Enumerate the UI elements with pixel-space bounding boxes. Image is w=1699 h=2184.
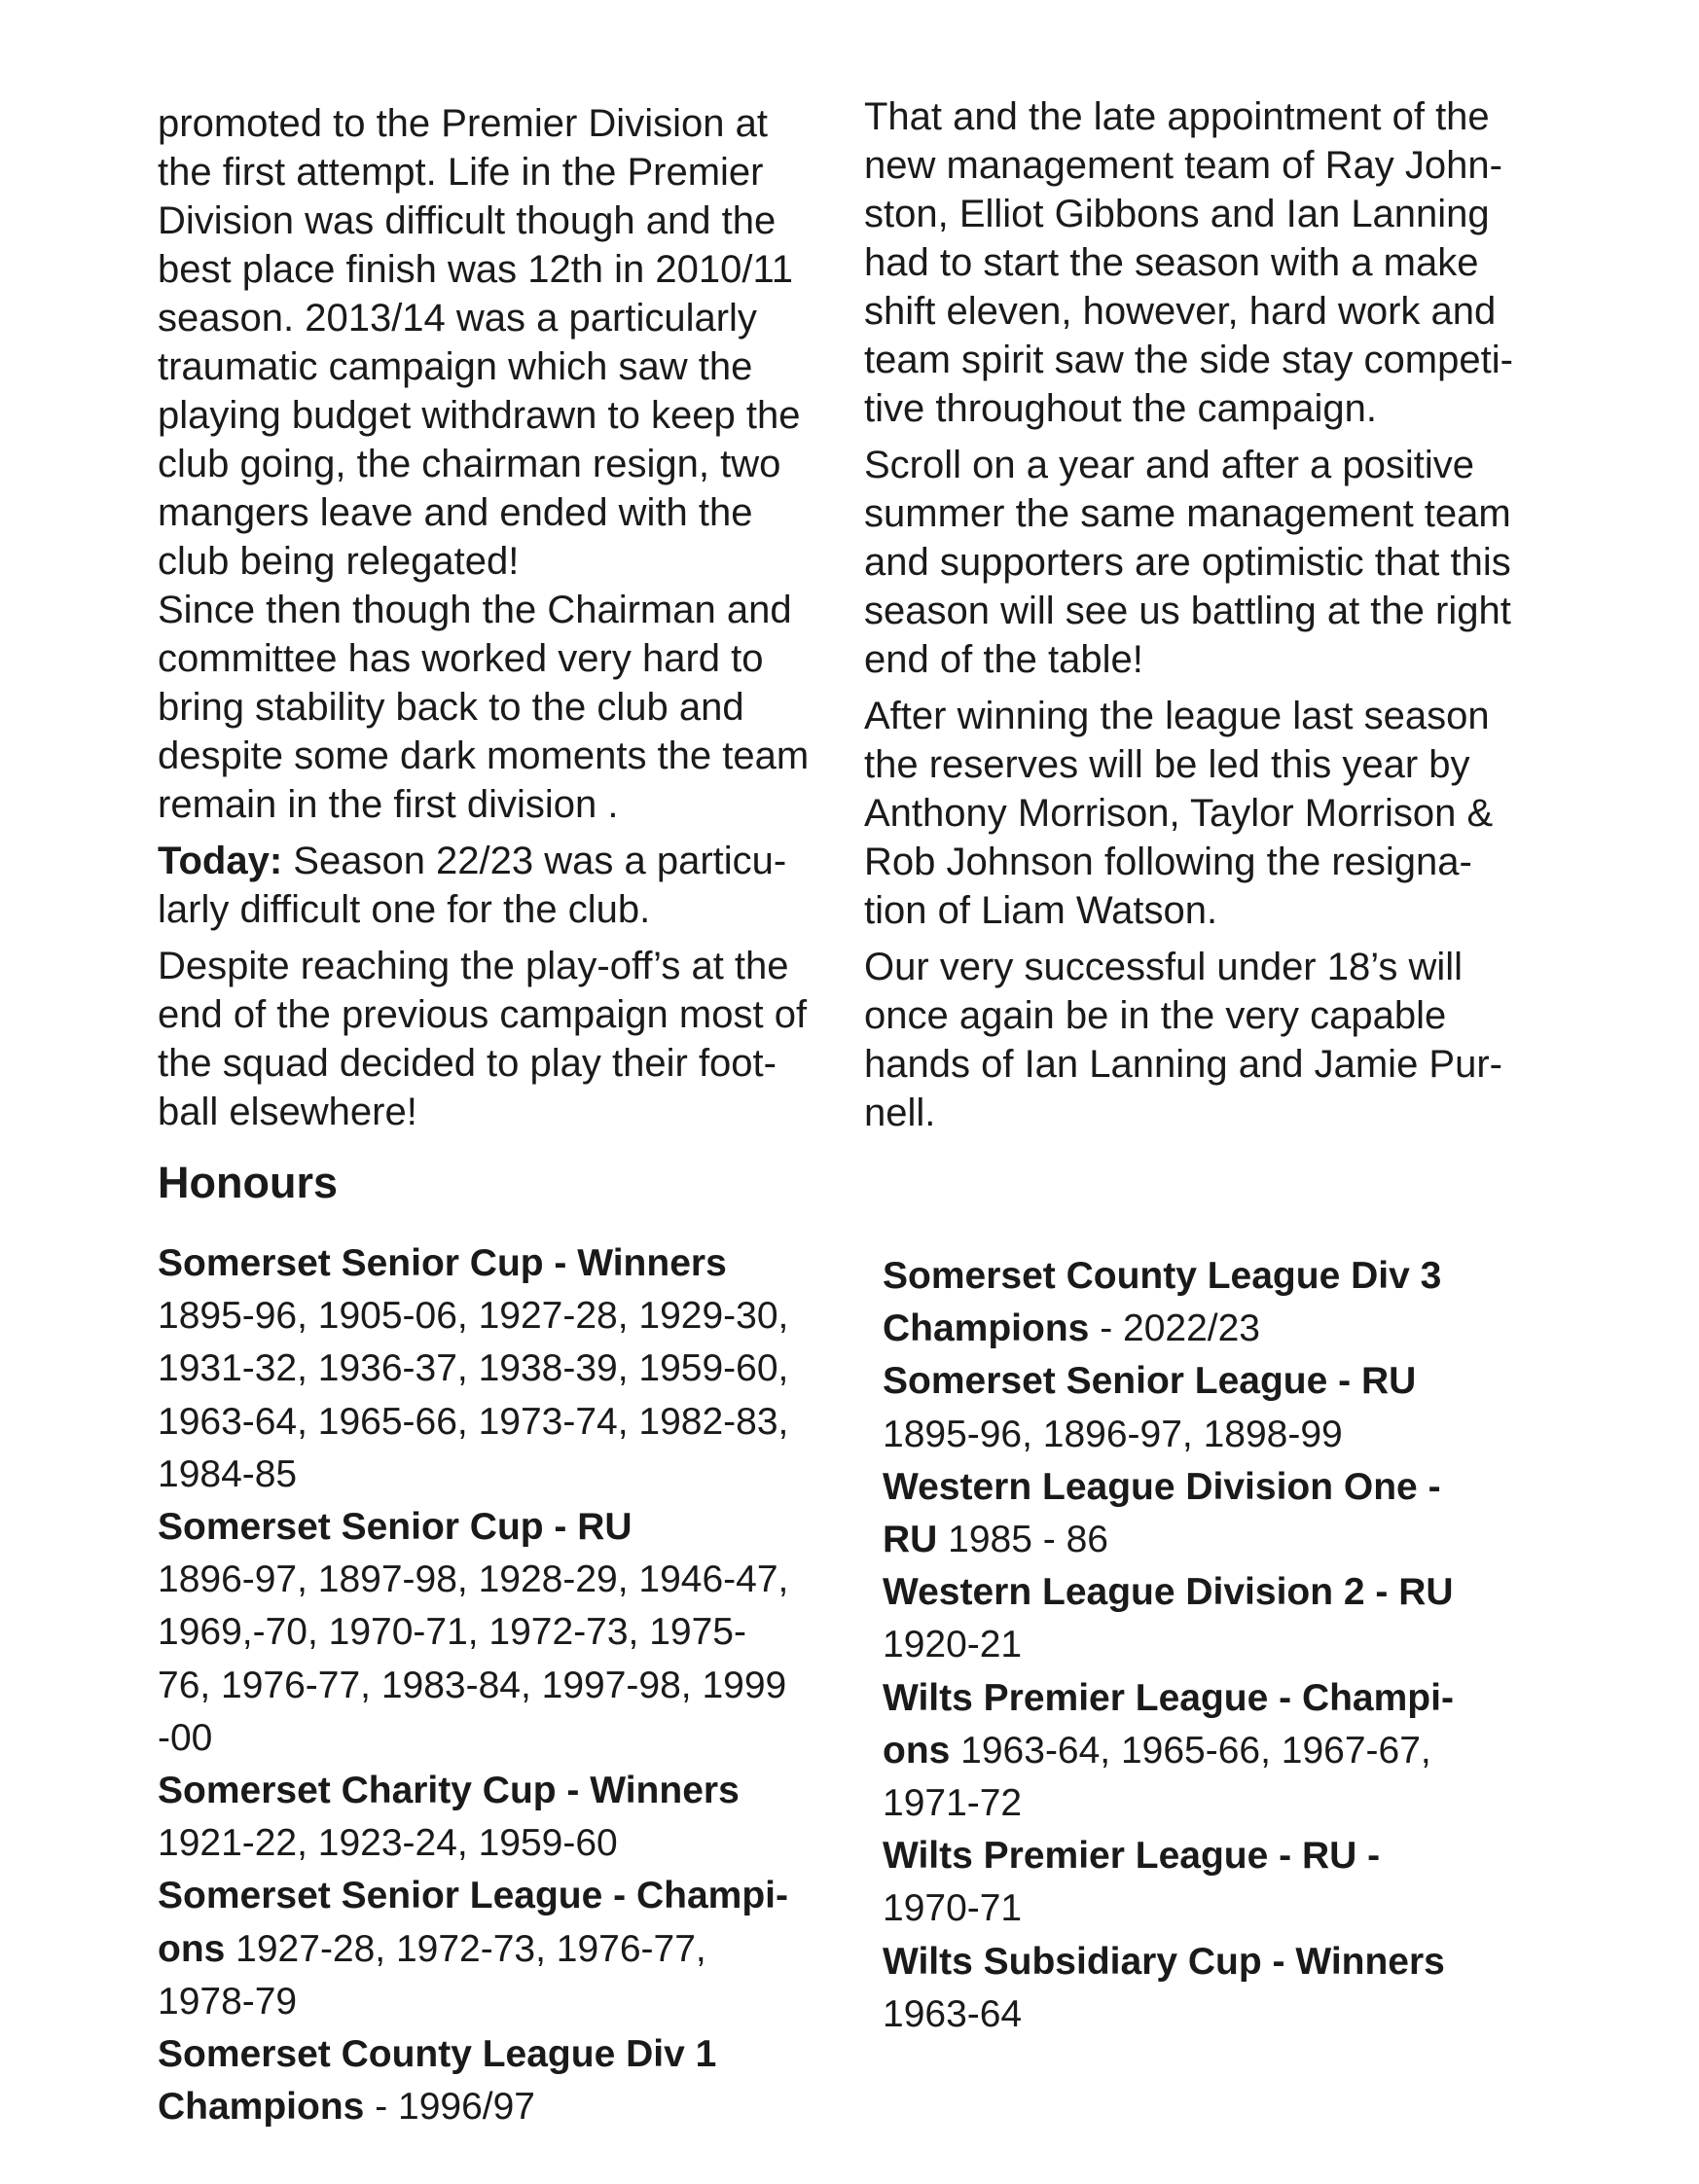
right-paragraph-optimism: Scroll on a year and after a positive summer the same management team and supporters are optimistic that this season will see us battling at the right end of the table! <box>864 444 1511 681</box>
honour-title: Western League Division One - RU <box>883 1465 1441 1561</box>
honour-years: 1895-96, 1905-06, 1927-28, 1929-30, 1931-32, 1936-37, 1938-39, 1959-60, 1963-64, 1965-66, 1973-74, 1982-83, 1984-85 <box>158 1295 789 1495</box>
right-honour-entry <box>883 1672 1564 1831</box>
left-honour-entry <box>158 1237 878 1501</box>
right-honour-entry <box>883 1250 1564 1355</box>
right-honour-entry <box>883 1936 1564 2041</box>
today-label: Today: <box>158 840 283 882</box>
left-text-column <box>158 99 868 1136</box>
honour-years: 1920-21 <box>883 1624 1023 1666</box>
honour-years: 1963-64, 1965-66, 1967-67, 1971-72 <box>883 1729 1431 1825</box>
honour-years: 1963-64 <box>883 1992 1023 2035</box>
right-honour-entry <box>883 1830 1564 1935</box>
honour-years: 1895-96, 1896-97, 1898-99 <box>883 1413 1343 1455</box>
right-text-column <box>864 92 1565 1137</box>
left-honour-entry <box>158 1765 878 1870</box>
honours-list-right <box>883 1250 1564 2041</box>
honour-years: - 2022/23 <box>1089 1307 1260 1350</box>
left-paragraph-playoffs: Despite reaching the play-off’s at the end of the previous campaign most of the squad decided to play their foot- ball elsewhere! <box>158 945 808 1133</box>
honour-title: Somerset County League Div 1 Champions <box>158 2033 717 2129</box>
left-paragraph-today <box>158 837 868 934</box>
right-paragraph-management: That and the late appointment of the new management team of Ray John- ston, Elliot Gibbons and Ian Lanning had to start the season with a make shift eleven, however, hard work and team spirit saw the side stay competi- tive throughout the campaign. <box>864 95 1513 430</box>
honour-title: Somerset Senior Cup - Winners <box>158 1242 727 1284</box>
honour-years: 1927-28, 1972-73, 1976-77, 1978-79 <box>158 1927 706 2023</box>
honour-title: Somerset Senior League - Champi- ons <box>158 1875 788 1970</box>
today-text-line1: Season 22/23 was a particu- <box>282 840 787 882</box>
left-honour-entry <box>158 1501 878 1765</box>
honour-title: Wilts Subsidiary Cup - Winners <box>883 1940 1445 1983</box>
honour-title: Wilts Premier League - RU - <box>883 1835 1381 1878</box>
honour-title: Somerset Senior Cup - RU <box>158 1506 633 1549</box>
left-honour-entry <box>158 1870 878 2028</box>
right-honour-entry <box>883 1461 1564 1566</box>
today-text-line2: larly difficult one for the club. <box>158 888 651 931</box>
honours-list-left <box>158 1237 878 2133</box>
honour-years: 1896-97, 1897-98, 1928-29, 1946-47, 1969,-70, 1970-71, 1972-73, 1975- 76, 1976-77, 1983-84, 1997-98, 1999 -00 <box>158 1558 789 1759</box>
right-paragraph-reserves: After winning the league last season the reserves will be led this year by Anthony Morrison, Taylor Morrison & Rob Johnson following the resigna- tion of Liam Watson. <box>864 695 1494 932</box>
honour-years: 1985 - 86 <box>937 1519 1108 1561</box>
honour-title: Somerset County League Div 3 Champions <box>883 1255 1442 1350</box>
honour-title: Somerset Charity Cup - Winners <box>158 1770 740 1812</box>
honours-heading: Honours <box>158 1158 338 1207</box>
right-honour-entry <box>883 1355 1564 1460</box>
honour-years: - 1996/97 <box>364 2086 535 2129</box>
honour-years: 1970-71 <box>883 1887 1023 1930</box>
left-honour-entry <box>158 2028 878 2133</box>
right-honour-entry <box>883 1566 1564 1671</box>
left-paragraph-history: promoted to the Premier Division at the first attempt. Life in the Premier Division was difficult though and the best place finish was 12th in 2010/11 season. 2013/14 was a particularly traumatic campaign which saw the playing budget withdrawn to keep the club going, the chairman resign, two mangers leave and ended with the club being relegated! Since then though the Chairman and committee has worked very hard to bring stability back to the club and despite some dark moments the team remain in the first division . <box>158 102 810 826</box>
honour-years: 1921-22, 1923-24, 1959-60 <box>158 1822 618 1865</box>
honour-title: Somerset Senior League - RU <box>883 1360 1417 1403</box>
honour-title: Wilts Premier League - Champi- ons <box>883 1676 1454 1772</box>
honour-title: Western League Division 2 - RU <box>883 1571 1454 1614</box>
right-paragraph-under18s: Our very successful under 18’s will once again be in the very capable hands of Ian Lanning and Jamie Pur- nell. <box>864 946 1502 1134</box>
